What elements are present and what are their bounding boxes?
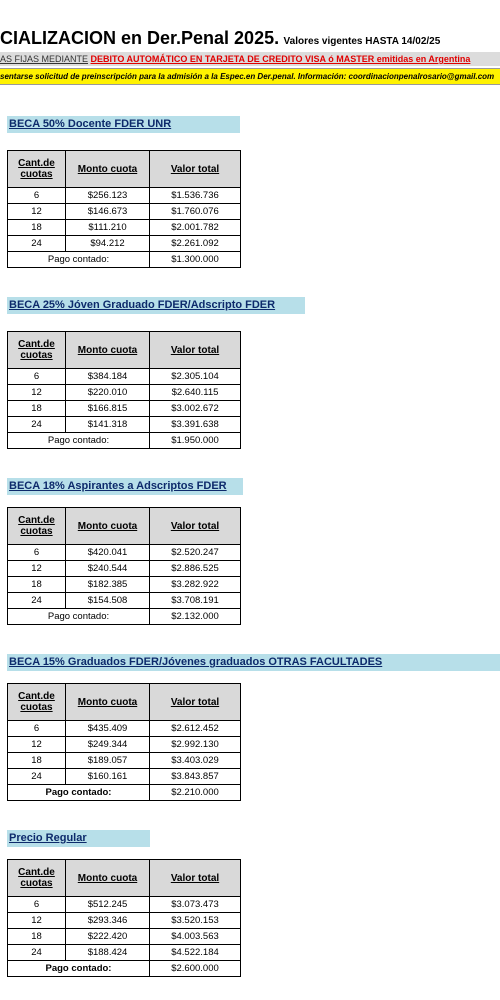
table-row (8, 593, 241, 609)
table-row (8, 753, 241, 769)
col-monto: Monto cuota (66, 151, 150, 188)
cuotas-cell: 18 (8, 929, 66, 945)
total-cell: $3.391.638 (150, 417, 241, 433)
total-cell: $2.886.525 (150, 561, 241, 577)
cuotas-cell: 12 (8, 561, 66, 577)
contado-label: Pago contado: (8, 609, 150, 625)
monto-cell: $384.184 (66, 369, 150, 385)
total-cell: $2.305.104 (150, 369, 241, 385)
contado-label: Pago contado: (8, 252, 150, 268)
total-cell: $4.522.184 (150, 945, 241, 961)
total-cell: $3.002.672 (150, 401, 241, 417)
table-header (8, 684, 241, 721)
section-heading: BECA 15% Graduados FDER/Jóvenes graduados OTRAS FACULTADES (7, 654, 500, 671)
col-total: Valor total (150, 332, 241, 369)
table-row (8, 220, 241, 236)
col-monto: Monto cuota (66, 684, 150, 721)
payment-method: DEBITO AUTOMÁTICO EN TARJETA DE CREDITO VISA ó MASTER emitidas en Argentina (90, 54, 471, 64)
contado-value: $2.210.000 (150, 785, 241, 801)
fee-table (7, 331, 241, 449)
table-header (8, 860, 241, 897)
total-cell: $2.001.782 (150, 220, 241, 236)
table-header (8, 508, 241, 545)
table-row (8, 401, 241, 417)
total-cell: $3.520.153 (150, 913, 241, 929)
monto-cell: $146.673 (66, 204, 150, 220)
col-total: Valor total (150, 508, 241, 545)
col-total: Valor total (150, 684, 241, 721)
cuotas-cell: 24 (8, 417, 66, 433)
table-row (8, 204, 241, 220)
payment-prefix: AS FIJAS MEDIANTE (0, 54, 89, 64)
cuotas-cell: 6 (8, 897, 66, 913)
fee-table (7, 683, 241, 801)
monto-cell: $240.544 (66, 561, 150, 577)
monto-cell: $435.409 (66, 721, 150, 737)
table-row (8, 721, 241, 737)
table-row (8, 737, 241, 753)
table-row (8, 385, 241, 401)
payment-method-bar (0, 52, 500, 66)
total-cell: $2.640.115 (150, 385, 241, 401)
table-row (8, 769, 241, 785)
cuotas-cell: 24 (8, 945, 66, 961)
table-header (8, 332, 241, 369)
monto-cell: $160.161 (66, 769, 150, 785)
cuotas-cell: 18 (8, 577, 66, 593)
contado-value: $2.600.000 (150, 961, 241, 977)
total-cell: $3.708.191 (150, 593, 241, 609)
cuotas-cell: 6 (8, 369, 66, 385)
monto-cell: $188.424 (66, 945, 150, 961)
total-cell: $3.073.473 (150, 897, 241, 913)
col-cuotas: Cant.de cuotas (8, 332, 66, 369)
table-row (8, 929, 241, 945)
monto-cell: $512.245 (66, 897, 150, 913)
total-cell: $2.261.092 (150, 236, 241, 252)
cuotas-cell: 12 (8, 204, 66, 220)
total-cell: $2.612.452 (150, 721, 241, 737)
fee-table (7, 150, 241, 268)
table-row (8, 945, 241, 961)
table-row (8, 188, 241, 204)
fee-table (7, 859, 241, 977)
contado-row (8, 961, 241, 977)
contado-row (8, 609, 241, 625)
total-cell: $3.403.029 (150, 753, 241, 769)
cuotas-cell: 18 (8, 220, 66, 236)
monto-cell: $222.420 (66, 929, 150, 945)
cuotas-cell: 18 (8, 401, 66, 417)
col-monto: Monto cuota (66, 508, 150, 545)
monto-cell: $256.123 (66, 188, 150, 204)
cuotas-cell: 12 (8, 737, 66, 753)
monto-cell: $420.041 (66, 545, 150, 561)
contado-label: Pago contado: (8, 961, 150, 977)
section-heading: BECA 18% Aspirantes a Adscriptos FDER (7, 478, 243, 495)
table-row (8, 545, 241, 561)
table-row (8, 897, 241, 913)
contado-row (8, 252, 241, 268)
total-cell: $3.282.922 (150, 577, 241, 593)
col-cuotas: Cant.de cuotas (8, 508, 66, 545)
contado-value: $1.300.000 (150, 252, 241, 268)
cuotas-cell: 6 (8, 188, 66, 204)
table-row (8, 236, 241, 252)
contado-value: $2.132.000 (150, 609, 241, 625)
monto-cell: $141.318 (66, 417, 150, 433)
col-cuotas: Cant.de cuotas (8, 860, 66, 897)
cuotas-cell: 6 (8, 721, 66, 737)
contado-row (8, 785, 241, 801)
table-header (8, 151, 241, 188)
monto-cell: $94.212 (66, 236, 150, 252)
monto-cell: $249.344 (66, 737, 150, 753)
monto-cell: $293.346 (66, 913, 150, 929)
table-row (8, 561, 241, 577)
col-monto: Monto cuota (66, 860, 150, 897)
cuotas-cell: 12 (8, 913, 66, 929)
cuotas-cell: 6 (8, 545, 66, 561)
cuotas-cell: 18 (8, 753, 66, 769)
total-cell: $1.760.076 (150, 204, 241, 220)
table-row (8, 577, 241, 593)
preinscription-notice: sentarse solicitud de preinscripción para la admisión a la Espec.en Der.penal. Información: coordinacionpenalrosario@gmail.com (0, 68, 500, 85)
contado-label: Pago contado: (8, 433, 150, 449)
monto-cell: $189.057 (66, 753, 150, 769)
monto-cell: $182.385 (66, 577, 150, 593)
col-total: Valor total (150, 151, 241, 188)
table-row (8, 369, 241, 385)
cuotas-cell: 12 (8, 385, 66, 401)
total-cell: $2.992.130 (150, 737, 241, 753)
section-heading: BECA 50% Docente FDER UNR (7, 116, 240, 133)
validity-date: Valores vigentes HASTA 14/02/25 (283, 36, 441, 47)
contado-row (8, 433, 241, 449)
table-row (8, 417, 241, 433)
col-cuotas: Cant.de cuotas (8, 684, 66, 721)
monto-cell: $111.210 (66, 220, 150, 236)
table-row (8, 913, 241, 929)
cuotas-cell: 24 (8, 593, 66, 609)
fee-table (7, 507, 241, 625)
col-total: Valor total (150, 860, 241, 897)
col-monto: Monto cuota (66, 332, 150, 369)
contado-label: Pago contado: (8, 785, 150, 801)
section-heading: BECA 25% Jóven Graduado FDER/Adscripto FDER (7, 297, 305, 314)
total-cell: $2.520.247 (150, 545, 241, 561)
monto-cell: $166.815 (66, 401, 150, 417)
cuotas-cell: 24 (8, 769, 66, 785)
total-cell: $1.536.736 (150, 188, 241, 204)
page-title (0, 28, 440, 49)
total-cell: $4.003.563 (150, 929, 241, 945)
total-cell: $3.843.857 (150, 769, 241, 785)
col-cuotas: Cant.de cuotas (8, 151, 66, 188)
contado-value: $1.950.000 (150, 433, 241, 449)
section-heading: Precio Regular (7, 830, 150, 847)
title-text: CIALIZACION en Der.Penal 2025. (0, 28, 280, 48)
monto-cell: $154.508 (66, 593, 150, 609)
cuotas-cell: 24 (8, 236, 66, 252)
monto-cell: $220.010 (66, 385, 150, 401)
